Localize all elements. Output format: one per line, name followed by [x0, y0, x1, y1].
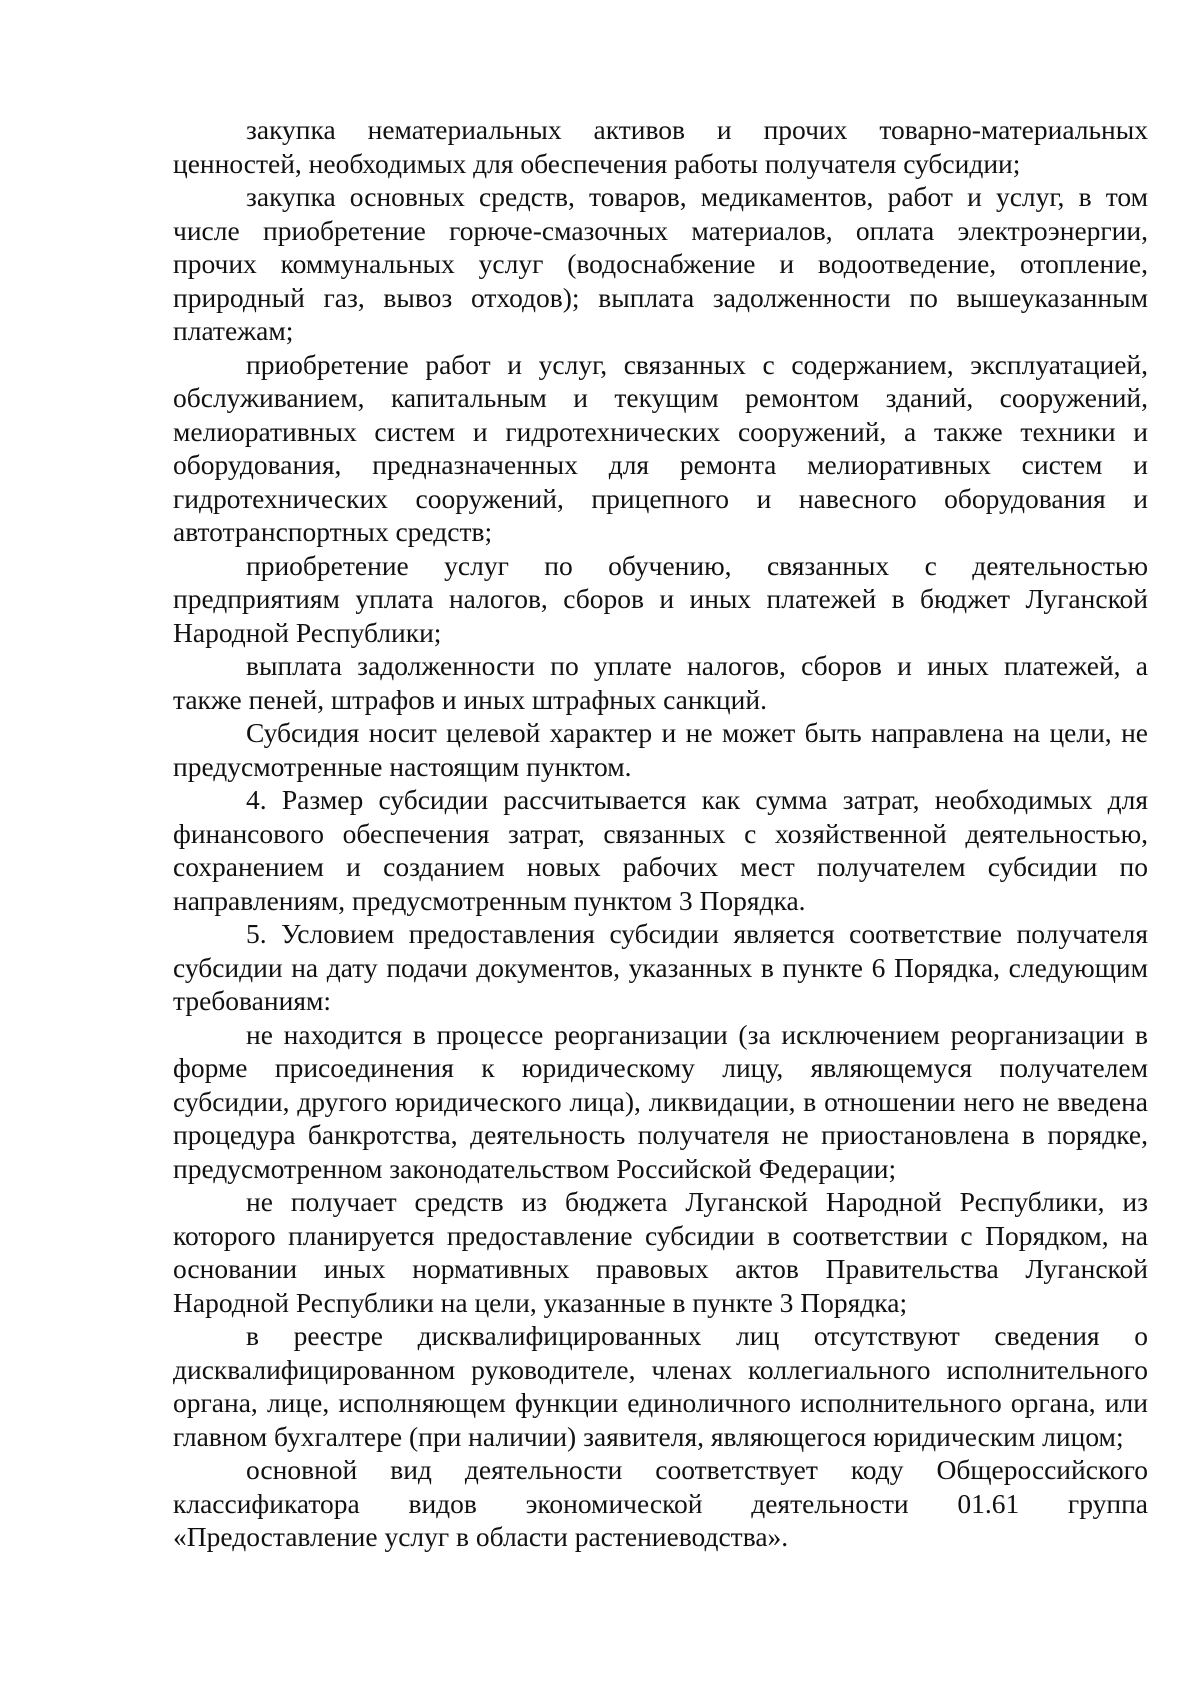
paragraph-reorganization: не находится в процессе реорганизации (за исключением реорганизации в форме присоединения к юридическому лицу, являющемуся получателем субсидии, другого юридического лица), ликвидации, в отношении него не введена процедура банкротства, деятельность получателя не приостановлена в порядке, предусмотренном законодательством Российской Федерации; [173, 1018, 1148, 1184]
paragraph-target-nature: Субсидия носит целевой характер и не может быть направлена на цели, не предусмотренные настоящим пунктом. [173, 717, 1148, 782]
paragraph-intangible-assets: закупка нематериальных активов и прочих товарно-материальных ценностей, необходимых для обеспечения работы получателя субсидии; [173, 114, 1148, 179]
paragraph-fixed-assets: закупка основных средств, товаров, медикаментов, работ и услуг, в том числе приобретение горюче-смазочных материалов, оплата электроэнергии, прочих коммунальных услуг (водоснабжение и водоотведение, отопление, природный газ, вывоз отходов); выплата задолженности по вышеуказанным платежам; [173, 181, 1148, 346]
paragraph-item-4: 4. Размер субсидии рассчитывается как сумма затрат, необходимых для финансового обеспечения затрат, связанных с хозяйственной деятельностью, сохранением и созданием новых рабочих мест получателем субсидии по направлениям, предусмотренным пунктом 3 Порядка. [173, 784, 1148, 916]
paragraph-tax-debt: выплата задолженности по уплате налогов, сборов и иных платежей, а также пеней, штрафов и иных штрафных санкций. [173, 650, 1148, 715]
paragraph-item-5: 5. Условием предоставления субсидии является соответствие получателя субсидии на дату подачи документов, указанных в пункте 6 Порядка, следующим требованиям: [173, 918, 1148, 1016]
paragraph-budget-funds: не получает средств из бюджета Луганской Народной Республики, из которого планируется предоставление субсидии в соответствии с Порядком, на основании иных нормативных правовых актов Правительства Луганской Народной Республики на цели, указанные в пункте 3 Порядка; [173, 1186, 1148, 1318]
paragraph-training-services: приобретение услуг по обучению, связанных с деятельностью предприятиям уплата налогов, сборов и иных платежей в бюджет Луганской Народной Республики; [173, 549, 1148, 648]
paragraph-maintenance-works: приобретение работ и услуг, связанных с содержанием, эксплуатацией, обслуживанием, капитальным и текущим ремонтом зданий, сооружений, мелиоративных систем и гидротехнических сооружений, а также техники и оборудования, предназначенных для ремонта мелиоративных систем и гидротехнических сооружений, прицепного и навесного оборудования и автотранспортных средств; [173, 348, 1148, 547]
document-body [173, 113, 1148, 1554]
paragraph-activity-code: основной вид деятельности соответствует коду Общероссийского классификатора видов экономической деятельности 01.61 группа «Предоставление услуг в области растениеводства». [173, 1454, 1148, 1552]
paragraph-disqualified-registry: в реестре дисквалифицированных лиц отсутствуют сведения о дисквалифицированном руководителе, членах коллегиального исполнительного органа, лице, исполняющем функции единоличного исполнительного органа, или главном бухгалтере (при наличии) заявителя, являющегося юридическим лицом; [173, 1320, 1148, 1452]
